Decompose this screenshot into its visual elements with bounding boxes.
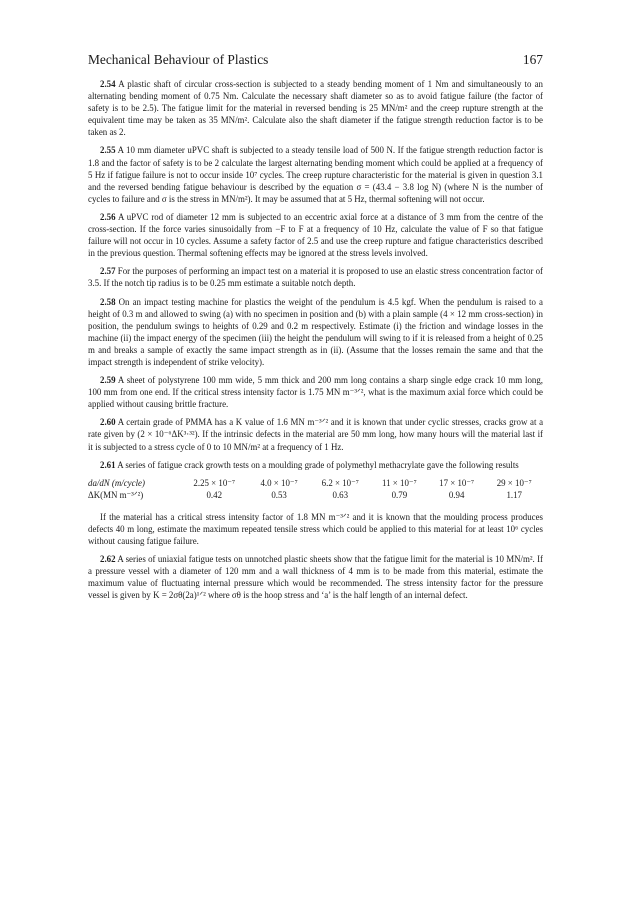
crack-growth-table (88, 477, 543, 502)
problem-2-57 (88, 265, 543, 289)
problem-text: A 10 mm diameter uPVC shaft is subjected to a steady tensile load of 500 N. If the fatigue strength reduction factor is 1.8 and the factor of safety is to be 2 calculate the largest alternating bending moment which could be applied at a frequency of 5 Hz if fatigue failure is not to occur inside 10⁷ cycles. The creep rupture characteristic for the material is given in question 3.1 and the reversed bending fatigue behaviour is described by the equation σ = (43.4 − 3.8 log N) (where N is the number of cycles to failure and σ is the stress in MN/m²). It may be assumed that at 5 Hz, thermal softening will not occur. (88, 145, 543, 204)
problem-2-61 (88, 459, 543, 471)
problem-2-54 (88, 78, 543, 138)
table-row (88, 477, 543, 490)
problem-number: 2.58 (100, 296, 116, 307)
problem-number: 2.62 (100, 554, 116, 565)
row-label: ΔK(MN m⁻³ᐟ²) (88, 490, 144, 501)
table-cell: 2.25 × 10⁻⁷ (193, 477, 236, 488)
problem-2-62 (88, 553, 543, 601)
problem-text: A uPVC rod of diameter 12 mm is subjected to an eccentric axial force at a distance of 3 mm from the centre of the cross-section. If the force varies sinusoidally from −F to F at a frequency of 10 Hz, calculate the value of F so that fatigue failure will not occur in 10 cycles. Assume a safety factor of 2.5 and use the creep rupture and fatigue characteristics described in the previous question. Thermal softening effects may be ignored at the stress levels involved. (88, 211, 543, 259)
table-cell: 29 × 10⁻⁷ (496, 477, 532, 488)
problem-text: On an impact testing machine for plastics the weight of the pendulum is 4.5 kgf. When the pendulum is raised to a height of 0.3 m and allowed to swing (a) with no specimen in position and (b) with a plain sample (4 × 12 mm cross-section) in position, the pendulum swings to heights of 0.29 and 0.2 m respectively. Estimate (i) the friction and windage losses in the machine (ii) the impact energy of the specimen (iii) the height the pendulum will swing to if it is released from a height of 0.25 m and breaks a sample of exactly the same impact strength as in (ii). (Assume that the losses remain the same and that the impact strength is independent of strike velocity). (88, 296, 543, 367)
problem-2-58 (88, 296, 543, 369)
page-number: 167 (522, 52, 543, 67)
table-cell: 11 × 10⁻⁷ (382, 477, 417, 488)
table-cell: 0.63 (332, 490, 349, 501)
problem-number: 2.57 (100, 266, 116, 277)
problem-2-56 (88, 211, 543, 259)
table-cell: 6.2 × 10⁻⁷ (321, 477, 359, 488)
problem-number: 2.55 (100, 145, 116, 156)
row-label: da/dN (m/cycle) (88, 477, 145, 488)
table-cell: 1.17 (506, 490, 522, 501)
table-cell: 17 × 10⁻⁷ (439, 477, 475, 488)
problem-text: A certain grade of PMMA has a K value of 1.6 MN m⁻³ᐟ² and it is known that under cyclic stresses, cracks grow at a rate given by (2 × 10⁻⁶ΔK³·³²). If the intrinsic defects in the material are 50 mm long, how many hours will the material last if it is subjected to a stress cycle of 0 to 10 MN/m² at a frequency of 1 Hz. (88, 417, 544, 452)
table-cell: 0.79 (391, 490, 408, 501)
problem-number: 2.60 (100, 417, 116, 428)
table-cell: 0.42 (206, 490, 222, 501)
running-header (88, 52, 543, 68)
table-cell: 0.94 (448, 490, 465, 501)
table-cell: 4.0 × 10⁻⁷ (260, 477, 298, 488)
problem-number: 2.56 (100, 211, 116, 222)
page (88, 52, 543, 608)
problem-number: 2.61 (100, 459, 116, 470)
problem-text: A sheet of polystyrene 100 mm wide, 5 mm thick and 200 mm long contains a sharp single edge crack 10 mm long, 100 mm from one end. If the critical stress intensity factor is 1.75 MN m⁻³ᐟ², what is the maximum axial force which could be applied without causing brittle fracture. (88, 375, 543, 410)
problem-2-59 (88, 374, 543, 410)
problem-text: A series of uniaxial fatigue tests on unnotched plastic sheets show that the fatigue limit for the material is 10 MN/m². If a pressure vessel with a diameter of 120 mm and a wall thickness of 4 mm is to be made from this material, estimate the maximum value of fluctuating internal pressure which would be recommended. The stress intensity factor for the pressure vessel is given by K = 2σθ(2a)¹ᐟ² where σθ is the hoop stress and ‘a’ is the half length of an internal defect. (88, 554, 543, 601)
problem-2-60 (88, 416, 543, 452)
table-cell: 0.53 (271, 490, 287, 501)
problem-number: 2.59 (100, 375, 116, 386)
problem-text: A series of fatigue crack growth tests on a moulding grade of polymethyl methacrylate gave the following results (117, 459, 519, 470)
table-row (88, 489, 543, 502)
header-title: Mechanical Behaviour of Plastics (88, 52, 269, 67)
problem-2-55 (88, 144, 543, 204)
problem-text: A plastic shaft of circular cross-section is subjected to a steady bending moment of 1 Nm and simultaneously to an alternating bending moment of 0.75 Nm. Calculate the necessary shaft diameter so as to avoid fatigue failure (the factor of safety is to be 2.5). The fatigue limit for the material in reversed bending is 25 MN/m² and the creep rupture strength at the equivalent time may be taken as 35 MN/m². Calculate also the shaft diameter if the fatigue strength reduction factor is to be taken as 2. (88, 79, 543, 138)
problem-text: For the purposes of performing an impact test on a material it is proposed to use an elastic stress concentration factor of 3.5. If the notch tip radius is to be 0.25 mm estimate a suitable notch depth. (88, 266, 543, 289)
problem-2-61-continued: If the material has a critical stress intensity factor of 1.8 MN m⁻³ᐟ² and it is known that the moulding process produces defects 40 m long, estimate the maximum repeated tensile stress which could be applied to this material for at least 10⁶ cycles without causing fatigue failure. (88, 511, 543, 547)
problem-number: 2.54 (100, 79, 116, 89)
